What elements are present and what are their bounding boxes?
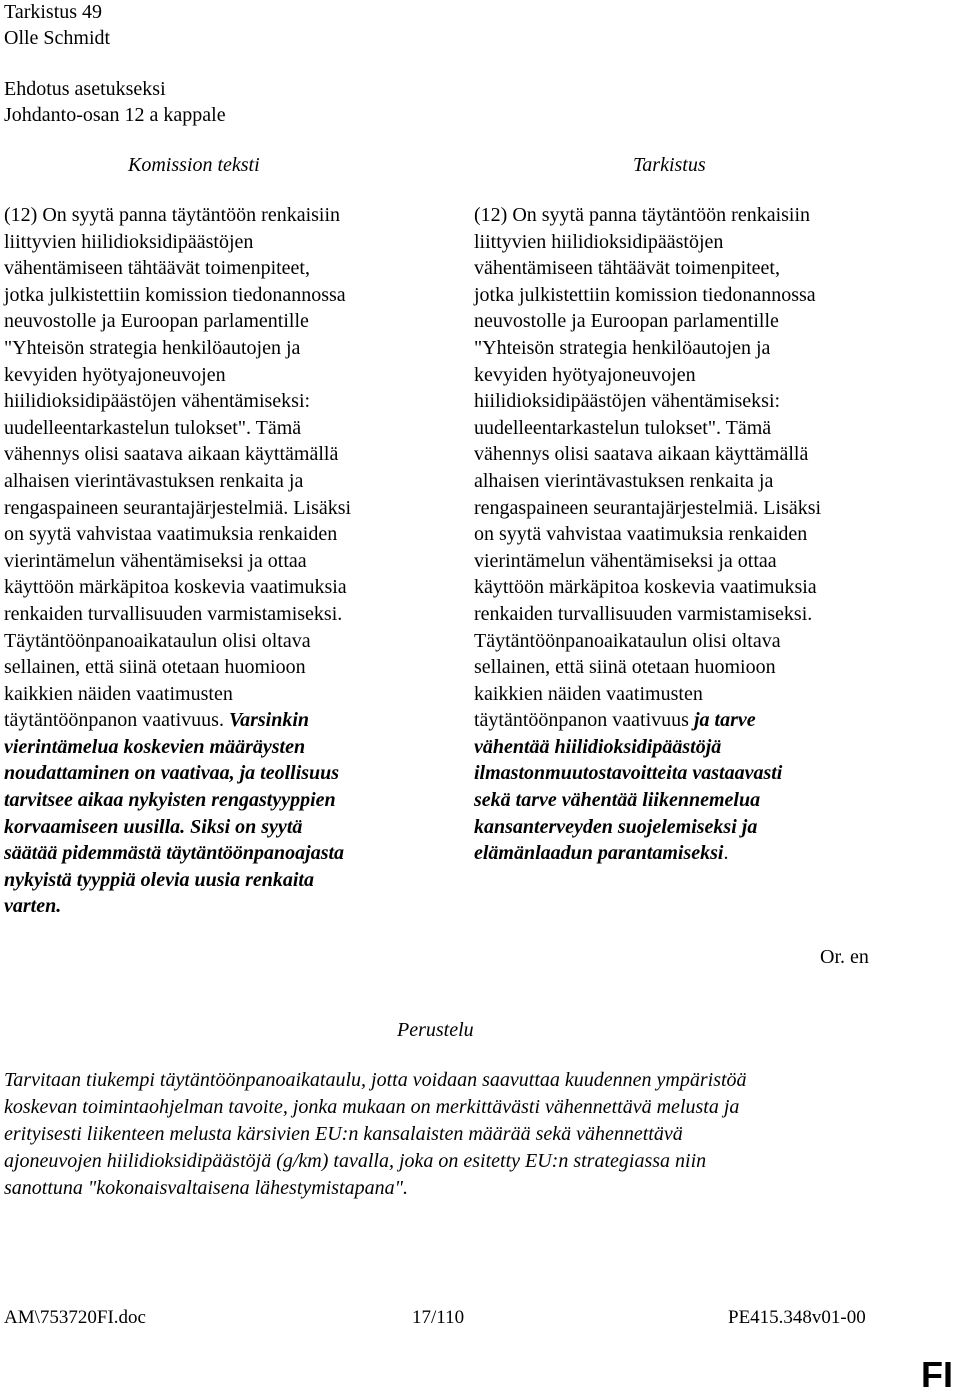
language-code: FI (921, 1354, 953, 1395)
amended-text-span: elämänlaadun parantamiseksi (474, 842, 724, 865)
commission-text-line (4, 654, 444, 681)
text-span: renkaiden turvallisuuden varmistamiseksi. (4, 602, 343, 625)
amendment-text-line (474, 255, 914, 282)
amendment-text-line (474, 335, 914, 362)
amendment-text-column (474, 202, 914, 867)
commission-text-line (4, 441, 444, 468)
commission-text-line (4, 760, 444, 787)
amendment-text-line (474, 574, 914, 601)
text-span: vierintämelun vähentämiseksi ja ottaa (4, 549, 307, 572)
text-span: Täytäntöönpanoaikataulun olisi oltava (4, 629, 311, 652)
commission-text-line (4, 574, 444, 601)
justification-text (4, 1067, 944, 1202)
text-span: Täytäntöönpanoaikataulun olisi oltava (474, 629, 781, 652)
text-span: liittyvien hiilidioksidipäästöjen (4, 230, 254, 253)
commission-text-line (4, 308, 444, 335)
amendment-text-line (474, 548, 914, 575)
justification-line: ajoneuvojen hiilidioksidipäästöjä (g/km) tavalla, joka on esitetty EU:n strategiassa niin (4, 1150, 707, 1172)
footer-page-number: 17/110 (412, 1307, 465, 1328)
text-span: täytäntöönpanon vaativuus. (4, 709, 229, 732)
text-span: kaikkien näiden vaatimusten (474, 682, 703, 705)
text-span: jotka julkistettiin komission tiedonannossa (4, 283, 346, 306)
amended-text-span: ilmastonmuutostavoitteita vastaavasti (474, 762, 783, 785)
amendment-text-line (474, 495, 914, 522)
original-language: Or. en (820, 946, 869, 968)
amended-text-span: korvaamiseen uusilla. Siksi on syytä (4, 815, 303, 838)
amendment-text-line (474, 734, 914, 761)
commission-text-line (4, 202, 444, 229)
amendment-text-line (474, 441, 914, 468)
amendment-text-line (474, 229, 914, 256)
text-span: sellainen, että siinä otetaan huomioon (474, 656, 776, 679)
amendment-text-heading: Tarkistus (633, 154, 706, 176)
amended-text-span: kansanterveyden suojelemiseksi ja (474, 815, 758, 838)
justification-line: erityisesti liikenteen melusta kärsivien EU:n kansalaisten määrää sekä vähennettävä (4, 1123, 683, 1145)
amended-text-span: vähentää hiilidioksidipäästöjä (474, 735, 722, 758)
amendment-text-line (474, 760, 914, 787)
commission-text-line (4, 521, 444, 548)
justification-line: Tarvitaan tiukempi täytäntöönpanoaikataulu, jotta voidaan saavuttaa kuudennen ympäristöä (4, 1069, 747, 1091)
text-span: on syytä vahvistaa vaatimuksia renkaiden (4, 523, 338, 546)
amended-text-span: vierintämelua koskevien määräysten (4, 735, 306, 758)
text-span: rengaspaineen seurantajärjestelmiä. Lisäksi (474, 496, 822, 519)
text-span: vierintämelun vähentämiseksi ja ottaa (474, 549, 777, 572)
text-span: uudelleentarkastelun tulokset". Tämä (474, 416, 772, 439)
commission-text-line (4, 229, 444, 256)
amendment-author: Olle Schmidt (4, 26, 111, 49)
text-span: on syytä vahvistaa vaatimuksia renkaiden (474, 523, 808, 546)
footer-document-reference: AM\753720FI.doc (4, 1307, 146, 1328)
commission-text-line (4, 893, 444, 920)
text-span: hiilidioksidipäästöjen vähentämiseksi: (4, 390, 311, 413)
commission-text-line (4, 840, 444, 867)
commission-text-heading: Komission teksti (128, 154, 260, 176)
text-span: täytäntöönpanon vaativuus (474, 709, 694, 732)
text-span: jotka julkistettiin komission tiedonannossa (474, 283, 816, 306)
amendment-text-line (474, 415, 914, 442)
justification-heading: Perustelu (397, 1019, 474, 1041)
footer-pe-reference: PE415.348v01-00 (728, 1307, 866, 1328)
commission-text-line (4, 415, 444, 442)
commission-text-line (4, 734, 444, 761)
amendment-number: Tarkistus 49 (4, 1, 103, 23)
amendment-text-line (474, 681, 914, 708)
text-span: vähennys olisi saatava aikaan käyttämällä (4, 443, 339, 466)
commission-text-line (4, 255, 444, 282)
commission-text-line (4, 867, 444, 894)
commission-text-line (4, 362, 444, 389)
amendment-text-line (474, 628, 914, 655)
amendment-text-line (474, 388, 914, 415)
text-span: rengaspaineen seurantajärjestelmiä. Lisäksi (4, 496, 352, 519)
amendment-header (4, 0, 226, 128)
text-span: "Yhteisön strategia henkilöautojen ja (4, 336, 301, 359)
text-span: vähentämiseen tähtäävät toimenpiteet, (474, 257, 780, 280)
text-span: hiilidioksidipäästöjen vähentämiseksi: (474, 390, 781, 413)
amended-text-span: sekä tarve vähentää liikennemelua (474, 789, 761, 812)
commission-text-line (4, 468, 444, 495)
amended-text-span: noudattaminen on vaativaa, ja teollisuus (4, 762, 340, 785)
commission-text-column (4, 202, 444, 920)
text-span: neuvostolle ja Euroopan parlamentille (474, 310, 779, 333)
commission-text-line (4, 282, 444, 309)
text-span: "Yhteisön strategia henkilöautojen ja (474, 336, 771, 359)
text-span: neuvostolle ja Euroopan parlamentille (4, 310, 309, 333)
commission-text-line (4, 628, 444, 655)
commission-text-line (4, 787, 444, 814)
text-span: käyttöön märkäpitoa koskevia vaatimuksia (474, 576, 817, 599)
commission-text-line (4, 814, 444, 841)
amendment-text-line (474, 601, 914, 628)
amendment-text-line (474, 840, 914, 867)
amended-text-span: varten. (4, 895, 62, 918)
text-span: kevyiden hyötyajoneuvojen (4, 363, 226, 386)
justification-line: sanottuna "kokonaisvaltaisena lähestymistapana". (4, 1177, 408, 1199)
text-span: kevyiden hyötyajoneuvojen (474, 363, 696, 386)
amendment-text-line (474, 202, 914, 229)
text-span: sellainen, että siinä otetaan huomioon (4, 656, 306, 679)
amendment-text-line (474, 308, 914, 335)
amendment-text-line (474, 521, 914, 548)
commission-text-line (4, 388, 444, 415)
text-span: vähennys olisi saatava aikaan käyttämällä (474, 443, 809, 466)
text-span: renkaiden turvallisuuden varmistamiseksi. (474, 602, 813, 625)
amended-text-span: nykyistä tyyppiä olevia uusia renkaita (4, 868, 314, 891)
justification-line: koskevan toimintaohjelman tavoite, jonka mukaan on merkittävästi vähennettävä melusta ja (4, 1096, 740, 1118)
text-span: liittyvien hiilidioksidipäästöjen (474, 230, 724, 253)
text-span: uudelleentarkastelun tulokset". Tämä (4, 416, 302, 439)
text-span: käyttöön märkäpitoa koskevia vaatimuksia (4, 576, 347, 599)
commission-text-line (4, 335, 444, 362)
amendment-text-line (474, 654, 914, 681)
text-span: (12) On syytä panna täytäntöön renkaisiin (474, 204, 811, 226)
text-span: . (723, 842, 729, 865)
amended-text-span: tarvitsee aikaa nykyisten rengastyyppien (4, 789, 336, 812)
amendment-text-line (474, 707, 914, 734)
document-type: Ehdotus asetukseksi (4, 78, 166, 100)
amendment-text-line (474, 468, 914, 495)
amendment-text-line (474, 282, 914, 309)
text-span: alhaisen vierintävastuksen renkaita ja (4, 469, 304, 492)
amendment-text-line (474, 814, 914, 841)
amended-text-span: Varsinkin (228, 709, 310, 732)
amended-text-span: säätää pidemmästä täytäntöönpanoajasta (4, 842, 345, 865)
amendment-text-line (474, 362, 914, 389)
amendment-text-line (474, 787, 914, 814)
text-span: kaikkien näiden vaatimusten (4, 682, 233, 705)
amendment-reference: Johdanto-osan 12 a kappale (4, 103, 226, 126)
commission-text-line (4, 681, 444, 708)
amended-text-span: ja tarve (693, 709, 756, 732)
text-span: vähentämiseen tähtäävät toimenpiteet, (4, 257, 310, 280)
text-span: (12) On syytä panna täytäntöön renkaisiin (4, 204, 341, 226)
commission-text-line (4, 707, 444, 734)
commission-text-line (4, 601, 444, 628)
commission-text-line (4, 495, 444, 522)
commission-text-line (4, 548, 444, 575)
text-span: alhaisen vierintävastuksen renkaita ja (474, 469, 774, 492)
